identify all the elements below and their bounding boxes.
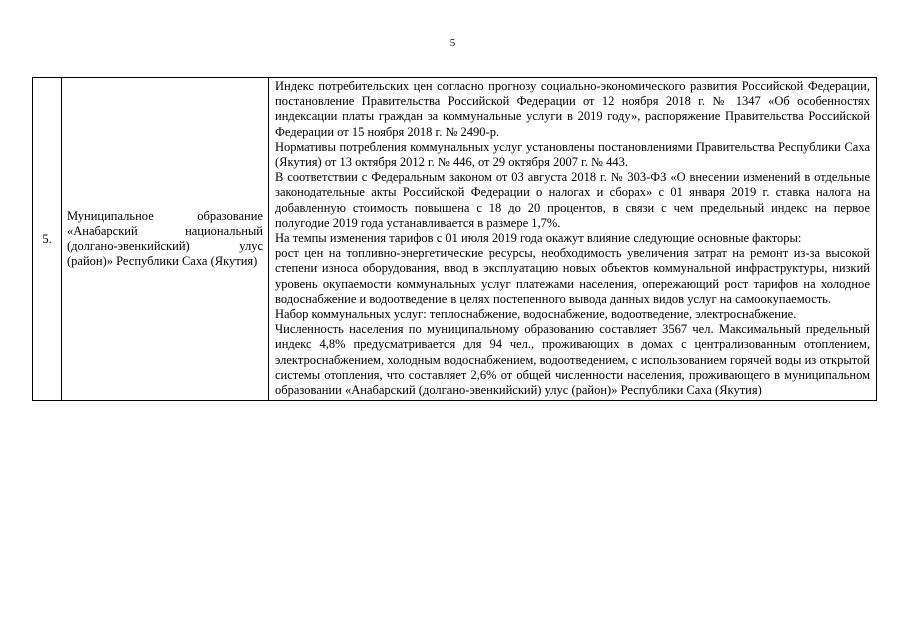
paragraph-cpi: Индекс потребительских цен согласно прогнозу социально-экономического развития Российской Федерации, постановление Правительства Российской Федерации от 12 ноября 2018 г. № 1347 «Об особенностях индексации платы граждан за коммунальные услуги в 2019 году», распоряжение Правительства Российской Федерации от 15 ноября 2018 г. № 2490-р. (275, 79, 870, 139)
document-table (32, 77, 877, 401)
table-row (33, 78, 877, 401)
organization-name: Муниципальное образование «Анабарский национальный (долгано-эвенкийский) улус (район)» Республики Саха (Якутия) (67, 209, 263, 269)
paragraph-norms: Нормативы потребления коммунальных услуг установлены постановлениями Правительства Республики Саха (Якутия) от 13 октября 2012 г. № 446, от 29 октября 2007 г. № 443. (275, 139, 870, 170)
paragraph-vat: В соответствии с Федеральным законом от 03 августа 2018 г. № 303-ФЗ «О внесении изменений в отдельные законодательные акты Российской Федерации о налогах и сборах» с 01 января 2019 г. ставка налога на добавленную стоимость повышена с 18 до 20 процентов, в связи с чем предельный индекс на первое полугодие 2019 года устанавливается в размере 1,7%. (275, 170, 870, 230)
paragraph-population: Численность населения по муниципальному образованию составляет 3567 чел. Максимальный предельный индекс 4,8% предусматривается для 94 чел., проживающих в домах с централизованным отоплением, электроснабжением, холодным водоснабжением, водоотведением, с использованием горячей воды из открытой системы отопления, что составляет 2,6% от общей численности населения, проживающего в муниципальном образовании «Анабарский (долгано-эвенкийский) улус (район)» Республики Саха (Якутия) (275, 322, 870, 398)
paragraph-services: Набор коммунальных услуг: теплоснабжение, водоснабжение, водоотведение, электроснабжение. (275, 307, 797, 322)
description-cell (269, 78, 877, 401)
row-number: 5. (42, 231, 52, 246)
paragraph-factors-intro: На темпы изменения тарифов с 01 июля 2019 года окажут влияние следующие основные факторы: (275, 231, 802, 246)
paragraph-factors: рост цен на топливно-энергетические ресурсы, необходимость увеличения затрат на ремонт из-за высокой степени износа оборудования, ввод в эксплуатацию новых объектов коммунальной инфраструктуры, низкий уровень окупаемости коммунальных услуг платежами населения, опережающий рост тарифов на холодное водоснабжение и водоотведение в целях постепенного вывода данных видов услуг на самоокупаемость. (275, 246, 870, 306)
row-number-cell (33, 78, 62, 401)
page-number: 5 (449, 37, 456, 49)
organization-cell (62, 78, 269, 401)
